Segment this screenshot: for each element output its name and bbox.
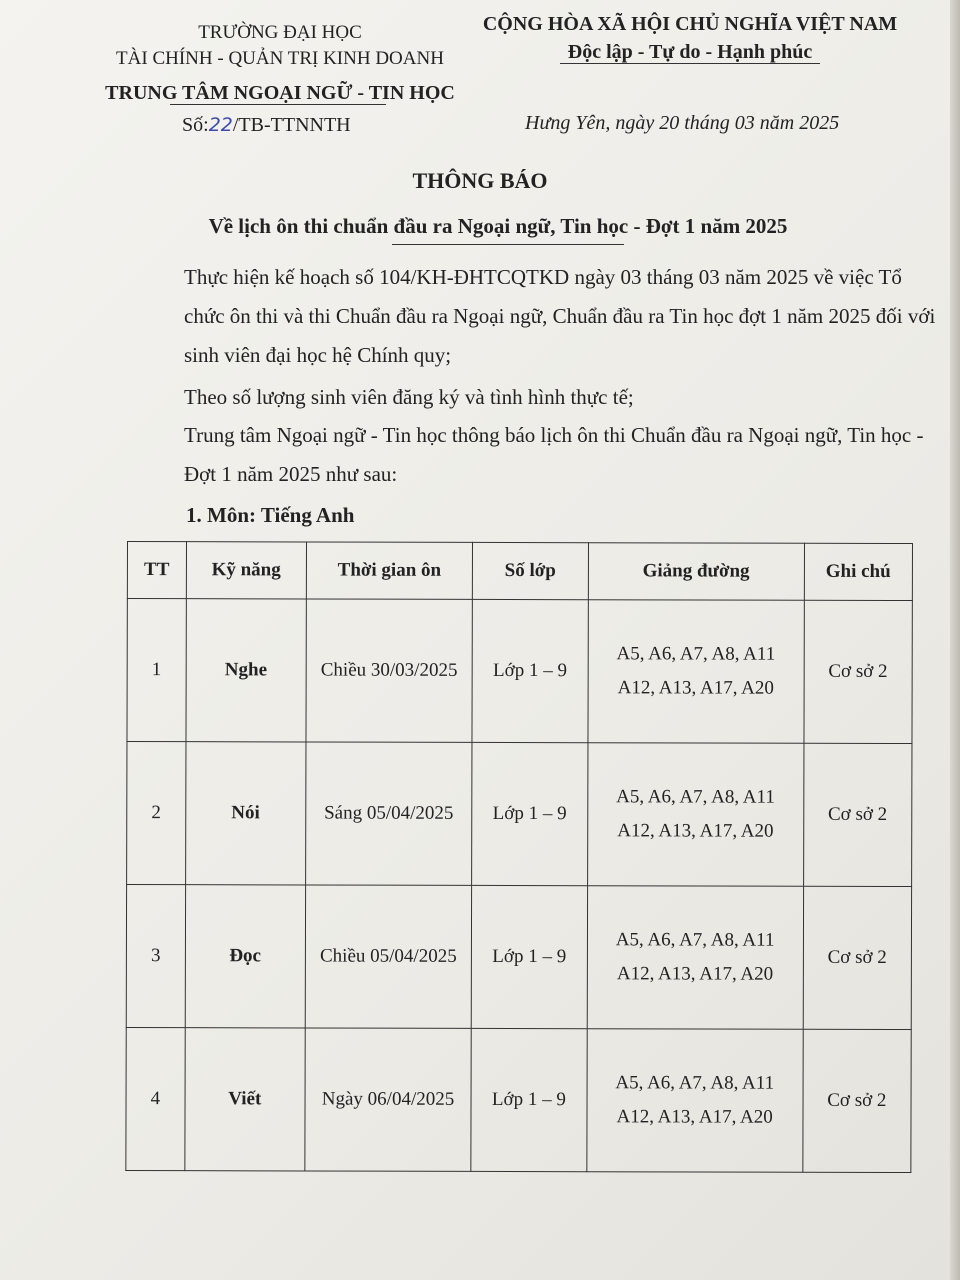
cell-tt: 4 bbox=[126, 1027, 185, 1170]
paragraph-announcement: Trung tâm Ngoại ngữ - Tin học thông báo lịch ôn thi Chuẩn đầu ra Ngoại ngữ, Tin học - Đợt 1 năm 2025 như sau: bbox=[184, 423, 924, 486]
header-skill: Kỹ năng bbox=[186, 542, 306, 599]
cell-hall bbox=[587, 743, 803, 887]
hall-line-2: A12, A13, A17, A20 bbox=[617, 677, 774, 699]
table-row bbox=[127, 599, 912, 744]
national-header bbox=[470, 10, 910, 66]
table-header-row bbox=[127, 542, 912, 601]
national-motto: Độc lập - Tự do - Hạnh phúc bbox=[567, 41, 813, 63]
university-line: TRƯỜNG ĐẠI HỌC bbox=[198, 22, 362, 43]
number-prefix: Số: bbox=[182, 114, 209, 136]
hall-line-2: A12, A13, A17, A20 bbox=[616, 963, 774, 985]
paragraph-plan: Thực hiện kế hoạch số 104/KH-ĐHTCQTKD ngày 03 tháng 03 năm 2025 về việc Tổ chức ôn thi và thi Chuẩn đầu ra Ngoại ngữ, Chuẩn đầu ra Tin học đợt 1 năm 2025 đối với sinh viên đại học hệ Chính quy; bbox=[184, 265, 936, 367]
center-name: TRUNG TÂM NGOẠI NGỮ - TIN HỌC bbox=[105, 82, 455, 104]
issuer-header bbox=[100, 20, 460, 108]
table-row bbox=[127, 742, 912, 887]
cell-time: Chiều 05/04/2025 bbox=[305, 885, 471, 1028]
hall-line-2: A12, A13, A17, A20 bbox=[617, 820, 774, 842]
motto-underline bbox=[560, 63, 820, 64]
document-subtitle: Về lịch ôn thi chuẩn đầu ra Ngoại ngữ, Tin học - Đợt 1 năm 2025 bbox=[208, 214, 788, 238]
header-class: Số lớp bbox=[472, 542, 588, 599]
cell-hall bbox=[587, 1029, 803, 1173]
cell-hall bbox=[587, 886, 803, 1030]
cell-time: Ngày 06/04/2025 bbox=[305, 1028, 471, 1171]
table-row bbox=[126, 1027, 911, 1172]
cell-hall bbox=[588, 600, 804, 744]
cell-tt: 3 bbox=[126, 885, 185, 1028]
cell-time: Chiều 30/03/2025 bbox=[306, 599, 472, 742]
hall-line-2: A12, A13, A17, A20 bbox=[616, 1106, 773, 1128]
header-note: Ghi chú bbox=[804, 543, 913, 600]
cell-tt: 2 bbox=[127, 742, 186, 885]
number-suffix: /TB-TTNNTH bbox=[232, 114, 351, 136]
paragraph-registration: Theo số lượng sinh viên đăng ký và tình hình thực tế; bbox=[184, 385, 634, 409]
cell-note: Cơ sở 2 bbox=[802, 1029, 911, 1172]
table-row bbox=[126, 885, 911, 1030]
schedule-table bbox=[125, 541, 913, 1173]
hall-line-1: A5, A6, A7, A8, A11 bbox=[615, 1072, 775, 1094]
hall-line-1: A5, A6, A7, A8, A11 bbox=[615, 929, 775, 951]
header-tt: TT bbox=[127, 542, 186, 599]
header-time: Thời gian ôn bbox=[306, 542, 472, 599]
cell-class: Lớp 1 – 9 bbox=[472, 742, 588, 885]
cell-class: Lớp 1 – 9 bbox=[472, 599, 588, 742]
cell-note: Cơ sở 2 bbox=[803, 886, 912, 1029]
header-hall: Giảng đường bbox=[588, 543, 804, 601]
cell-note: Cơ sở 2 bbox=[804, 600, 913, 743]
section-title: 1. Môn: Tiếng Anh bbox=[186, 503, 355, 527]
cell-note: Cơ sở 2 bbox=[803, 743, 912, 886]
cell-time: Sáng 05/04/2025 bbox=[306, 742, 472, 885]
hall-line-1: A5, A6, A7, A8, A11 bbox=[616, 643, 776, 665]
country-name: CỘNG HÒA XÃ HỘI CHỦ NGHĨA VIỆT NAM bbox=[482, 13, 898, 35]
cell-skill: Nói bbox=[185, 742, 306, 885]
cell-tt: 1 bbox=[127, 599, 186, 742]
subtitle-underline bbox=[392, 244, 624, 245]
cell-skill: Đọc bbox=[185, 885, 306, 1028]
hall-line-1: A5, A6, A7, A8, A11 bbox=[616, 786, 775, 808]
university-name: TÀI CHÍNH - QUẢN TRỊ KINH DOANH bbox=[116, 48, 444, 69]
cell-class: Lớp 1 – 9 bbox=[471, 1028, 587, 1171]
document-number bbox=[182, 114, 351, 137]
cell-class: Lớp 1 – 9 bbox=[471, 885, 587, 1028]
handwritten-number: 22 bbox=[208, 114, 233, 136]
place-date: Hưng Yên, ngày 20 tháng 03 năm 2025 bbox=[525, 112, 840, 134]
cell-skill: Nghe bbox=[186, 599, 307, 742]
document-title: THÔNG BÁO bbox=[412, 168, 548, 193]
center-underline bbox=[170, 104, 386, 105]
cell-skill: Viết bbox=[184, 1028, 305, 1171]
